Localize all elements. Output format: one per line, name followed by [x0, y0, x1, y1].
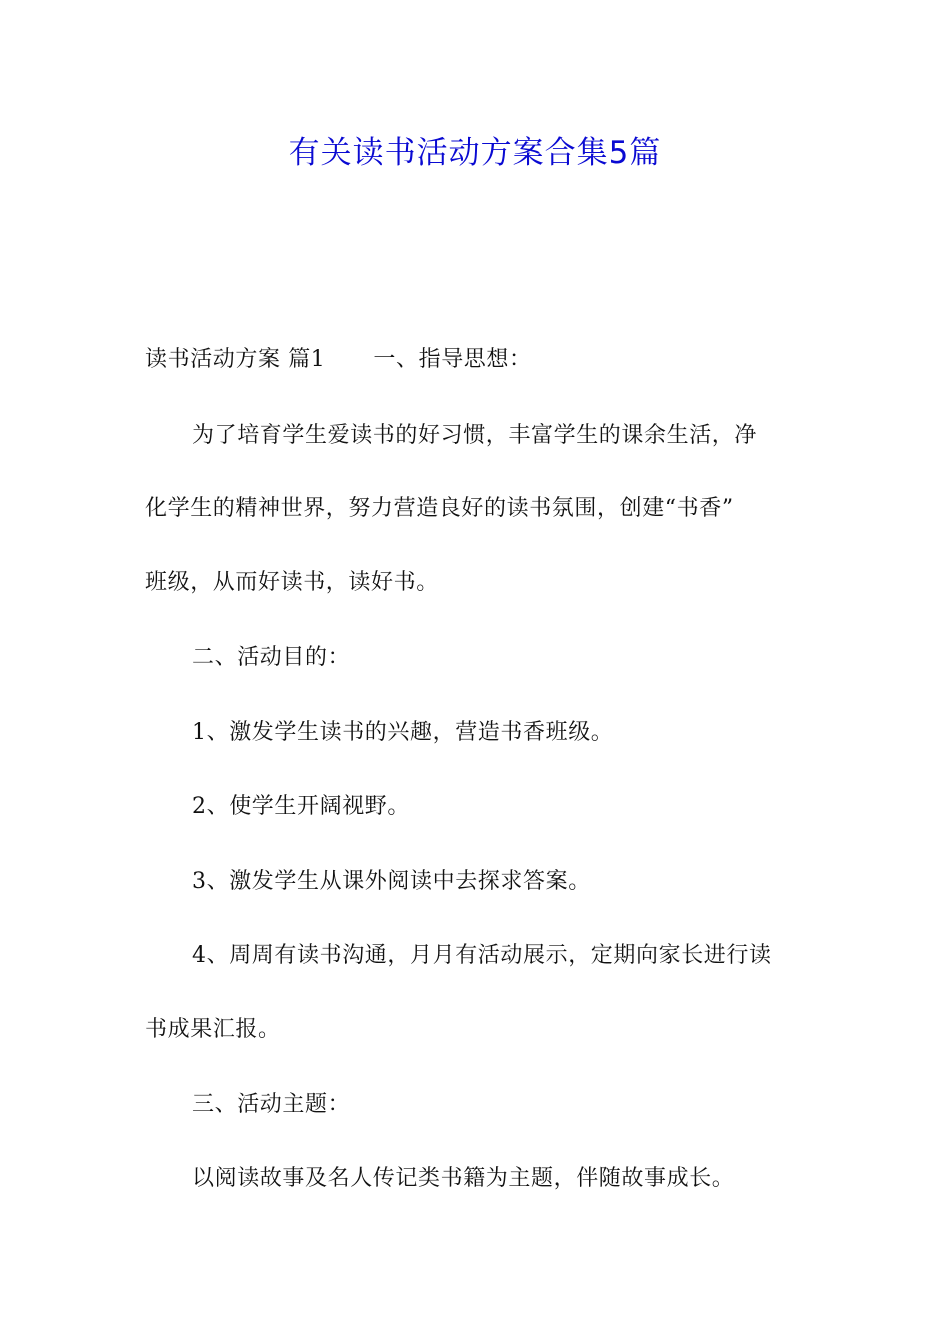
list-item: 1、激发学生读书的兴趣，营造书香班级。 [192, 720, 614, 745]
section-heading-line: 三、活动主题： [192, 1092, 351, 1117]
paragraph-line: 班级，从而好读书，读好书。 [145, 570, 439, 595]
section-label: 读书活动方案 篇1 [145, 347, 326, 372]
section-heading: 一、指导思想： [373, 347, 532, 372]
section-heading-line: 二、活动目的： [192, 645, 351, 670]
list-item: 4、周周有读书沟通，月月有活动展示，定期向家长进行读 [192, 943, 772, 968]
list-item: 3、激发学生从课外阅读中去探求答案。 [192, 869, 591, 894]
paragraph-line: 化学生的精神世界，努力营造良好的读书氛围，创建“书香” [145, 496, 734, 521]
paragraph-line: 以阅读故事及名人传记类书籍为主题，伴随故事成长。 [192, 1166, 735, 1191]
document-title: 有关读书活动方案合集5篇 [288, 135, 662, 171]
paragraph-line: 为了培育学生爱读书的好习惯，丰富学生的课余生活，净 [192, 423, 758, 448]
section-first-line [145, 342, 532, 378]
list-item-continuation: 书成果汇报。 [145, 1017, 281, 1042]
list-item: 2、使学生开阔视野。 [192, 794, 410, 819]
